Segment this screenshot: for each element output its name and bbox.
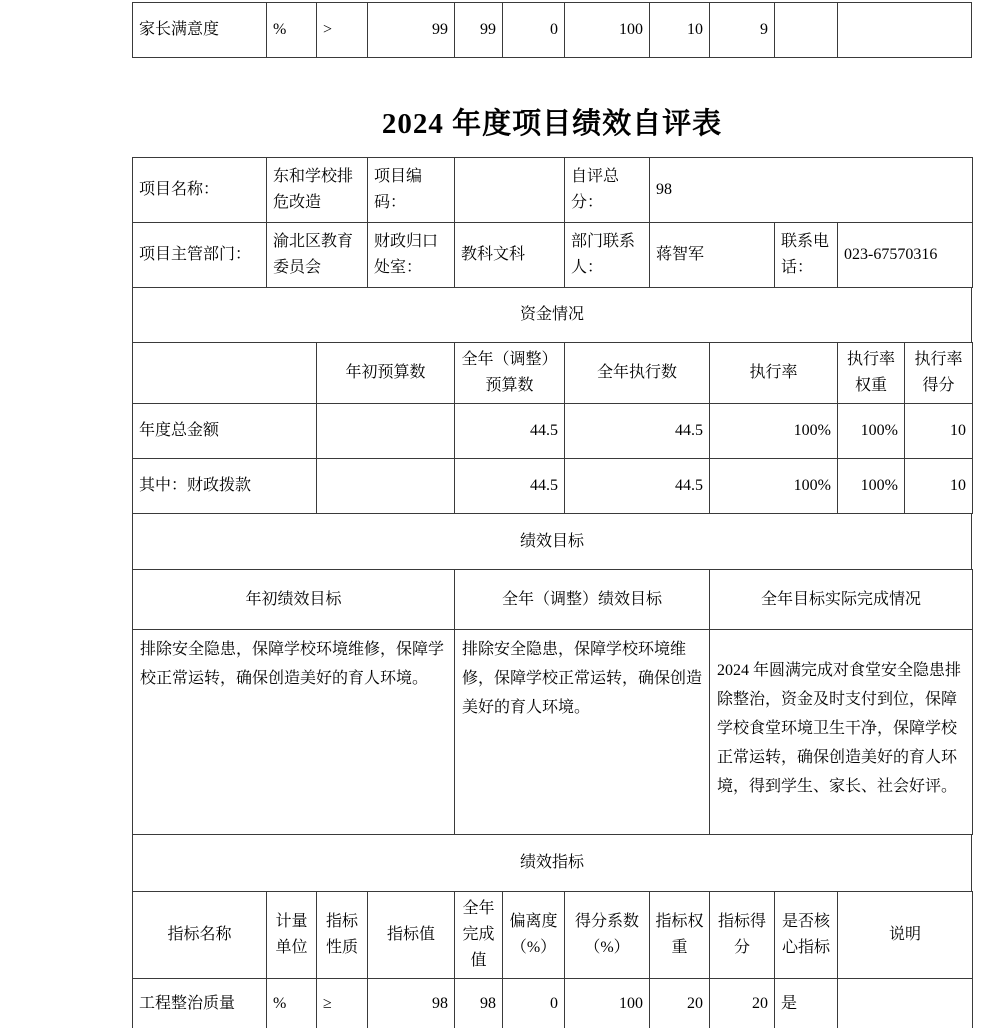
self-score-value: 98 [650, 158, 973, 223]
nature-cell: ≥ [317, 979, 368, 1028]
indicators-header-name: 指标名称 [133, 892, 267, 979]
page-title: 2024 年度项目绩效自评表 [381, 108, 723, 140]
indicator-name-cell: 工程整治质量 [133, 979, 267, 1028]
project-code-value [455, 158, 565, 223]
indicators-section-header [132, 834, 972, 892]
indicators-header-deviation: 偏离度（%） [503, 892, 565, 979]
project-code-label: 项目编码： [368, 158, 455, 223]
remark-cell [838, 979, 973, 1028]
funding-initial [317, 404, 455, 459]
funding-section-header [132, 287, 972, 343]
funding-adjusted: 44.5 [455, 459, 565, 514]
goals-header-initial: 年初绩效目标 [133, 570, 455, 630]
score-cell: 20 [710, 979, 775, 1028]
completed-value-cell: 98 [455, 979, 503, 1028]
funding-table [132, 342, 973, 514]
score-coef-cell: 100 [565, 979, 650, 1028]
table-row [133, 3, 972, 58]
goals-adjusted-text: 排除安全隐患，保障学校环境维修，保障学校正常运转，确保创造美好的育人环境。 [455, 630, 710, 835]
contact-value: 蒋智军 [650, 223, 775, 288]
core-indicator-cell [775, 3, 838, 58]
indicators-header-score: 指标得分 [710, 892, 775, 979]
indicators-header-weight: 指标权重 [650, 892, 710, 979]
indicator-row [133, 979, 973, 1028]
goals-table [132, 569, 973, 835]
funding-score: 10 [905, 404, 973, 459]
goals-header-actual: 全年目标实际完成情况 [710, 570, 973, 630]
funding-weight: 100% [838, 459, 905, 514]
goals-body-row [133, 630, 973, 835]
contact-label: 部门联系人： [565, 223, 650, 288]
funding-header-row [133, 343, 973, 404]
target-value-cell: 98 [368, 979, 455, 1028]
funding-rate: 100% [710, 404, 838, 459]
funding-label: 年度总金额 [133, 404, 317, 459]
funding-header-rate: 执行率 [710, 343, 838, 404]
funding-header-executed: 全年执行数 [565, 343, 710, 404]
funding-adjusted: 44.5 [455, 404, 565, 459]
indicators-header-core: 是否核心指标 [775, 892, 838, 979]
nature-cell: > [317, 3, 368, 58]
deviation-cell: 0 [503, 3, 565, 58]
indicators-header-remark: 说明 [838, 892, 973, 979]
indicators-section-title: 绩效指标 [133, 835, 972, 892]
indicators-header-coef: 得分系数（%） [565, 892, 650, 979]
core-indicator-cell: 是 [775, 979, 838, 1028]
phone-label: 联系电话： [775, 223, 838, 288]
finance-office-label: 财政归口处室： [368, 223, 455, 288]
dept-value: 渝北区教育委员会 [267, 223, 368, 288]
funding-row-fiscal [133, 459, 973, 514]
remark-cell [838, 3, 972, 58]
funding-section-title: 资金情况 [133, 288, 972, 343]
indicators-header-target: 指标值 [368, 892, 455, 979]
goals-header-row [133, 570, 973, 630]
carryover-table [132, 2, 972, 58]
funding-row-total [133, 404, 973, 459]
table-row [133, 835, 972, 892]
table-row [133, 223, 973, 288]
funding-header-initial: 年初预算数 [317, 343, 455, 404]
phone-value: 023-67570316 [838, 223, 973, 288]
funding-executed: 44.5 [565, 404, 710, 459]
indicators-header-completed: 全年完成值 [455, 892, 503, 979]
funding-rate: 100% [710, 459, 838, 514]
score-coef-cell: 100 [565, 3, 650, 58]
unit-cell: % [267, 979, 317, 1028]
indicators-header-row [133, 892, 973, 979]
goals-initial-text: 排除安全隐患，保障学校环境维修，保障学校正常运转，确保创造美好的育人环境。 [133, 630, 455, 835]
self-score-label: 自评总分： [565, 158, 650, 223]
funding-executed: 44.5 [565, 459, 710, 514]
funding-header-weight: 执行率权重 [838, 343, 905, 404]
finance-office-value: 教科文科 [455, 223, 565, 288]
funding-initial [317, 459, 455, 514]
dept-label: 项目主管部门： [133, 223, 267, 288]
funding-score: 10 [905, 459, 973, 514]
funding-header-score: 执行率得分 [905, 343, 973, 404]
project-name-label: 项目名称： [133, 158, 267, 223]
indicator-name-cell: 家长满意度 [133, 3, 267, 58]
project-info-table [132, 157, 973, 288]
weight-cell: 20 [650, 979, 710, 1028]
goals-section-header [132, 513, 972, 570]
target-value-cell: 99 [368, 3, 455, 58]
funding-label: 其中：财政拨款 [133, 459, 317, 514]
table-row [133, 514, 972, 570]
funding-weight: 100% [838, 404, 905, 459]
table-row [133, 158, 973, 223]
indicators-header-nature: 指标性质 [317, 892, 368, 979]
goals-header-adjusted: 全年（调整）绩效目标 [455, 570, 710, 630]
goals-section-title: 绩效目标 [133, 514, 972, 570]
unit-cell: % [267, 3, 317, 58]
score-cell: 9 [710, 3, 775, 58]
goals-actual-text: 2024 年圆满完成对食堂安全隐患排除整治，资金及时支付到位，保障学校食堂环境卫生干净，保障学校正常运转，确保创造美好的育人环境，得到学生、家长、社会好评。 [710, 630, 973, 835]
weight-cell: 10 [650, 3, 710, 58]
funding-header-adjusted: 全年（调整）预算数 [455, 343, 565, 404]
completed-value-cell: 99 [455, 3, 503, 58]
indicators-header-unit: 计量单位 [267, 892, 317, 979]
funding-header-empty [133, 343, 317, 404]
table-row [133, 288, 972, 343]
main-table [132, 157, 972, 1028]
indicators-table [132, 891, 973, 1028]
project-name-value: 东和学校排危改造 [267, 158, 368, 223]
deviation-cell: 0 [503, 979, 565, 1028]
